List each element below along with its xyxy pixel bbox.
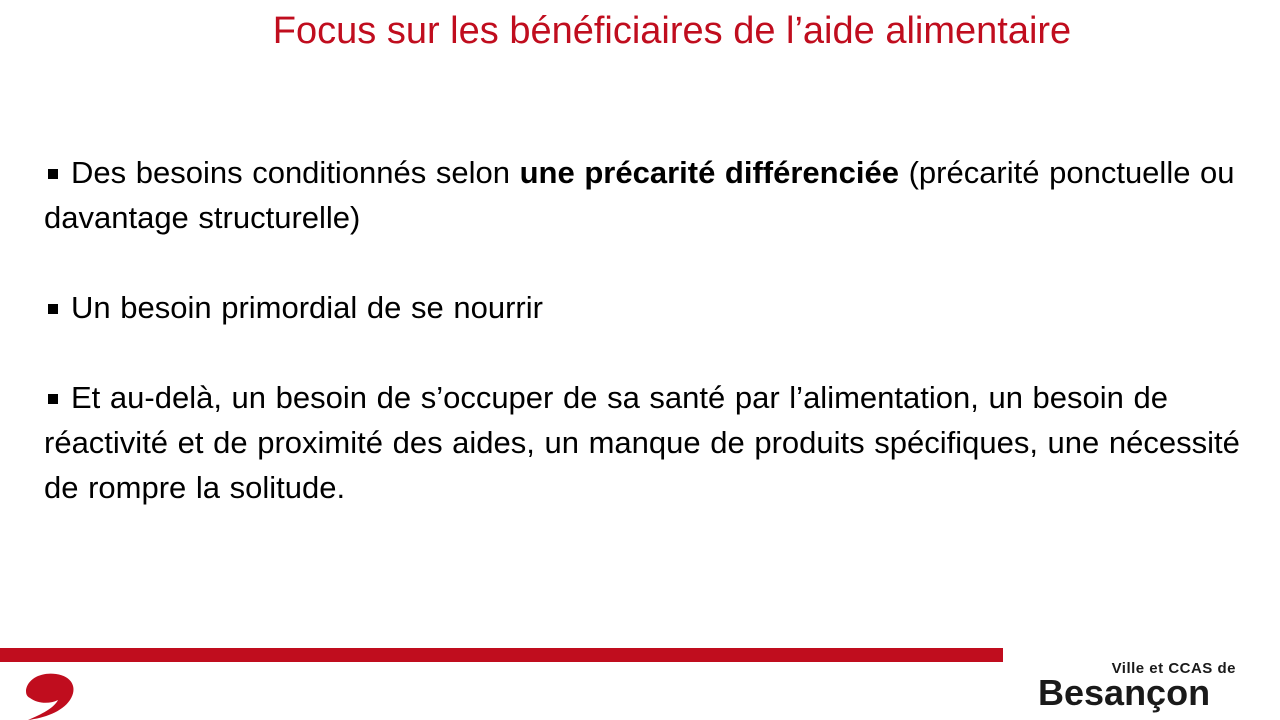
square-bullet-icon (48, 169, 58, 179)
bullet-list (44, 150, 1244, 510)
bullet-1-text-end: (précarité ponctuelle ou davantage structurelle) (44, 155, 1235, 235)
square-bullet-icon (48, 304, 58, 314)
slide-title: Focus sur les bénéficiaires de l’aide alimentaire (272, 10, 1072, 52)
brand-subtitle: Ville et CCAS de (1111, 660, 1236, 677)
bullet-1-text-start: Des besoins conditionnés selon (71, 155, 520, 190)
square-bullet-icon (48, 394, 58, 404)
bullet-3-text: Et au-delà, un besoin de s’occuper de sa santé par l’alimentation, un besoin de réactivité et de proximité des aides, un manque de produits spécifiques, une nécessité de rompre la solitude. (44, 380, 1240, 505)
bullet-1-emphasis: une précarité différenciée (519, 155, 899, 190)
footer-red-bar (0, 648, 1003, 662)
brand-logo (1030, 660, 1270, 716)
brand-name: Besançon (1038, 672, 1211, 713)
bullet-item-3 (44, 375, 1244, 510)
bullet-item-1 (44, 150, 1244, 240)
bullet-2-text: Un besoin primordial de se nourrir (71, 290, 543, 325)
comma-logo-icon (22, 668, 82, 720)
bullet-item-2 (44, 285, 1244, 330)
